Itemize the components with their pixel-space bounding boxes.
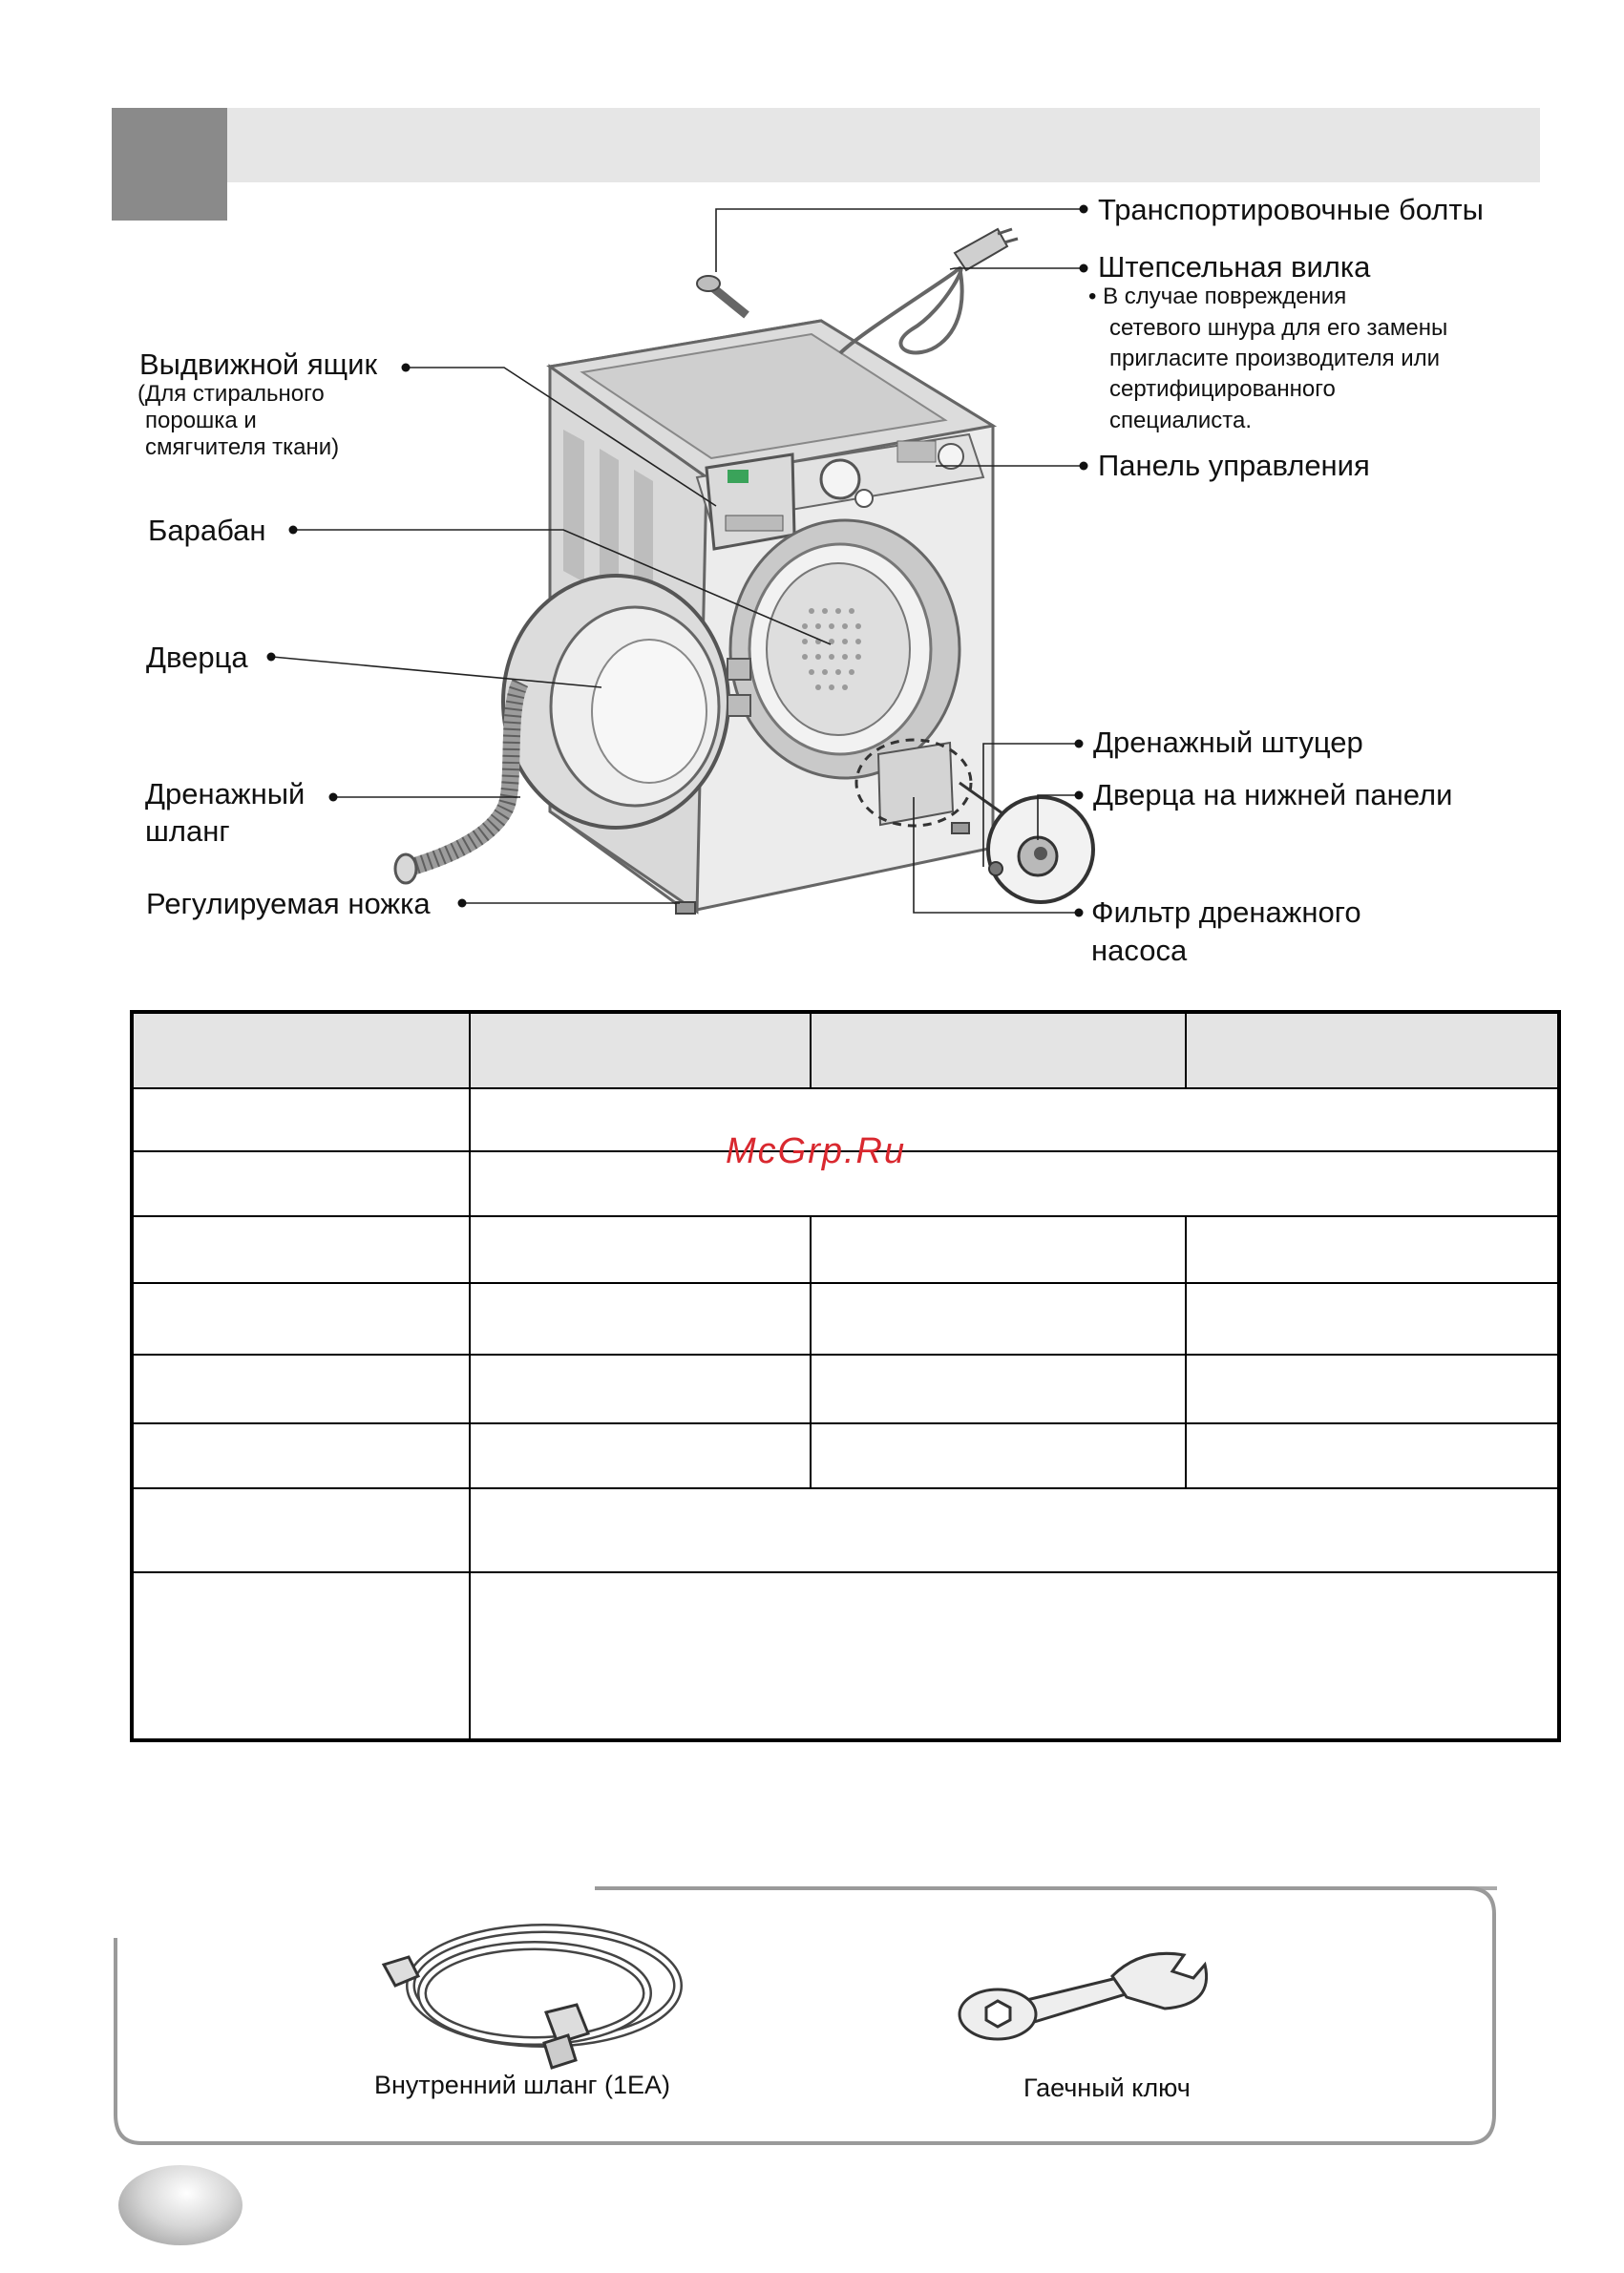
table-cell: [132, 1355, 470, 1423]
label-drain-hose: Дренажный: [145, 777, 306, 810]
table-cell: [1186, 1012, 1559, 1088]
drain-nozzle: [989, 862, 1002, 875]
drawer-note-line: (Для стирального: [137, 381, 325, 407]
drawer-note-line: порошка и: [145, 408, 257, 433]
table-cell: [132, 1488, 470, 1572]
drawer-green-tab: [728, 470, 749, 483]
label-drum: Барабан: [148, 514, 266, 547]
plug-note-line: сертифицированного: [1109, 376, 1336, 402]
table-cell: [811, 1423, 1186, 1488]
label-lower-panel-door: Дверца на нижней панели: [1093, 778, 1453, 811]
table-cell: [132, 1572, 470, 1740]
label-control-panel: Панель управления: [1098, 449, 1370, 482]
table-row: [132, 1216, 1559, 1283]
wrench-illustration: [955, 1938, 1222, 2052]
power-cord: [840, 267, 962, 353]
table-row: [132, 1572, 1559, 1740]
table-cell: [811, 1012, 1186, 1088]
label-drain-hose-cont: шланг: [145, 814, 230, 848]
table-cell: [132, 1151, 470, 1216]
plug-note-line: специалиста.: [1109, 408, 1252, 433]
wrench-label: Гаечный ключ: [1023, 2073, 1191, 2102]
table-cell: [470, 1283, 811, 1355]
label-pump-filter-cont: насоса: [1091, 934, 1188, 967]
label-transport-bolts: Транспортировочные болты: [1098, 193, 1484, 226]
spec-table: [130, 1010, 1561, 1742]
label-adjustable-foot: Регулируемая ножка: [146, 887, 431, 920]
accessories-frame: [113, 1885, 1497, 2153]
power-plug: [955, 229, 1007, 270]
watermark: McGrp.Ru: [726, 1131, 907, 1171]
table-cell: [470, 1151, 1559, 1216]
table-cell: [811, 1216, 1186, 1283]
table-cell: [470, 1355, 811, 1423]
plug-note-line: сетевого шнура для его замены: [1109, 315, 1448, 341]
drum: [767, 563, 910, 735]
table-cell: [1186, 1355, 1559, 1423]
table-row: [132, 1283, 1559, 1355]
table-header-row: [132, 1012, 1559, 1088]
program-dial: [821, 460, 859, 498]
inlet-hose-label: Внутренний шланг (1EA): [374, 2071, 671, 2099]
label-detergent-drawer: Выдвижной ящик: [139, 347, 378, 381]
table-row: [132, 1488, 1559, 1572]
page-number-badge: [118, 2165, 243, 2245]
table-cell: [132, 1423, 470, 1488]
table-cell: [470, 1012, 811, 1088]
label-pump-filter: Фильтр дренажного: [1091, 895, 1361, 929]
drawer-note-line: смягчителя ткани): [145, 434, 340, 460]
table-row: [132, 1423, 1559, 1488]
transport-bolt: [697, 276, 747, 315]
table-cell: [132, 1283, 470, 1355]
table-cell: [811, 1355, 1186, 1423]
table-cell: [1186, 1283, 1559, 1355]
table-cell: [470, 1488, 1559, 1572]
table-cell: [1186, 1423, 1559, 1488]
plug-note-line: • В случае повреждения: [1088, 284, 1347, 309]
washing-machine-illustration: [0, 0, 1624, 993]
table-cell: [470, 1088, 1559, 1151]
table-cell: [811, 1283, 1186, 1355]
inlet-hose-illustration: [372, 1909, 697, 2091]
detergent-drawer: [707, 454, 794, 549]
table-row: [132, 1355, 1559, 1423]
table-cell: [132, 1088, 470, 1151]
table-cell: [132, 1216, 470, 1283]
label-door: Дверца: [146, 641, 248, 674]
table-cell: [470, 1423, 811, 1488]
table-cell: [470, 1216, 811, 1283]
label-power-plug: Штепсельная вилка: [1098, 250, 1371, 284]
label-drain-nozzle: Дренажный штуцер: [1093, 726, 1363, 759]
table-cell: [132, 1012, 470, 1088]
table-cell: [470, 1572, 1559, 1740]
table-cell: [1186, 1216, 1559, 1283]
plug-note-line: пригласите производителя или: [1109, 346, 1441, 371]
lower-panel-door: [878, 743, 953, 825]
